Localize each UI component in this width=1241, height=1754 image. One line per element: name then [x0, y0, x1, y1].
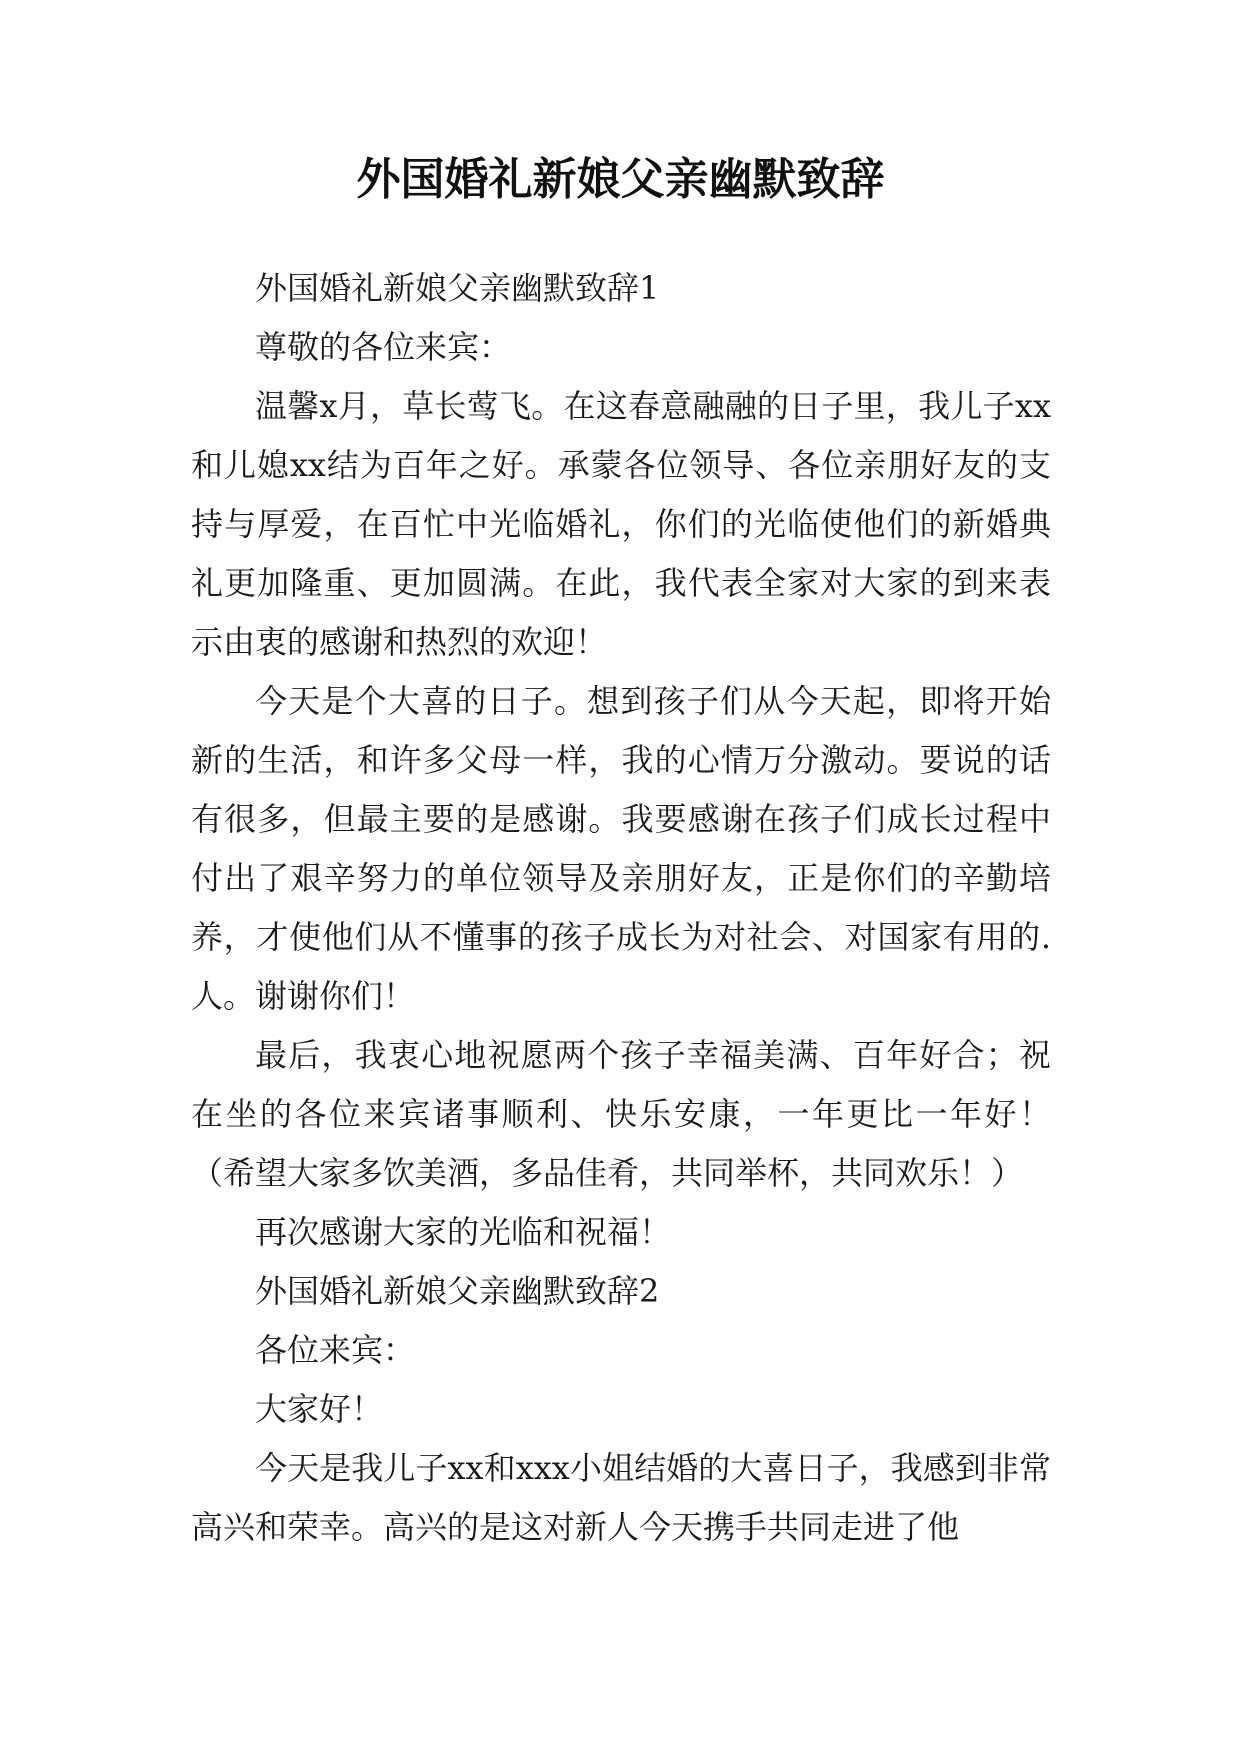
- salutation-2: 各位来宾：: [255, 1331, 416, 1369]
- closing-line: 再次感谢大家的光临和祝福！: [255, 1213, 672, 1251]
- body-paragraph: 今天是我儿子xx和xxx小姐结婚的大喜日子，我感到非常高兴和荣幸。高兴的是这对新人今天携手共同走进了他: [191, 1449, 1051, 1546]
- body-paragraph: 温馨x月，草长莺飞。在这春意融融的日子里，我儿子xx和儿媳xx结为百年之好。承蒙各位领导、各位亲朋好友的支持与厚爱，在百忙中光临婚礼，你们的光临使他们的新婚典礼更加隆重、更加圆满。在此，我代表全家对大家的到来表示由衷的感谢和热烈的欢迎！: [191, 387, 1051, 661]
- body-paragraph: 今天是个大喜的日子。想到孩子们从今天起，即将开始新的生活，和许多父母一样，我的心情万分激动。要说的话有很多，但最主要的是感谢。我要感谢在孩子们成长过程中付出了艰辛努力的单位领导及亲朋好友，正是你们的辛勤培养，才使他们从不懂事的孩子成长为对社会、对国家有用的.人。谢谢你们！: [191, 682, 1051, 1015]
- salutation-1: 尊敬的各位来宾：: [255, 328, 512, 366]
- section-heading-2: 外国婚礼新娘父亲幽默致辞2: [255, 1272, 660, 1310]
- document-title: 外国婚礼新娘父亲幽默致辞: [356, 154, 885, 205]
- greeting-line: 大家好！: [255, 1390, 384, 1428]
- body-paragraph: 最后，我衷心地祝愿两个孩子幸福美满、百年好合；祝在坐的各位来宾诸事顺利、快乐安康，一年更比一年好！（希望大家多饮美酒，多品佳肴，共同举杯，共同欢乐！）: [191, 1036, 1051, 1192]
- section-heading-1: 外国婚礼新娘父亲幽默致辞1: [255, 269, 660, 307]
- document-body: [191, 259, 1051, 1557]
